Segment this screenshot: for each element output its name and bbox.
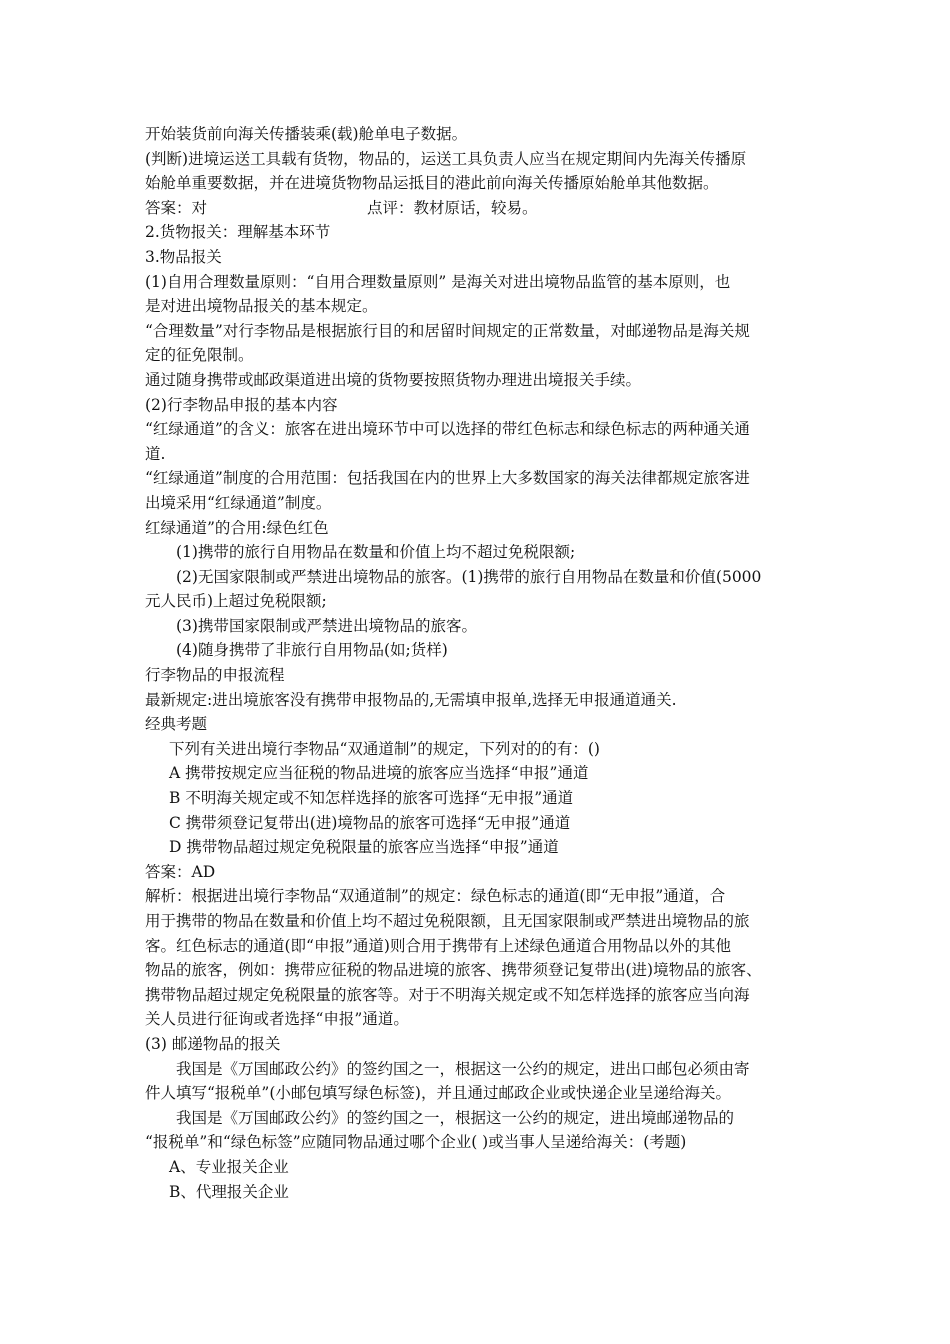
list-item: (2)无国家限制或严禁进出境物品的旅客。(1)携带的旅行自用物品在数量和价值(5000 xyxy=(176,567,762,586)
text-line: “红绿通道”的含义：旅客在进出境环节中可以选择的带红色标志和绿色标志的两种通关通 xyxy=(145,420,750,439)
section-heading: 2.货物报关：理解基本环节 xyxy=(145,223,331,242)
text-line: 定的征免限制。 xyxy=(145,346,254,365)
text-line: 通过随身携带或邮政渠道进出境的货物要按照货物办理进出境报关手续。 xyxy=(145,370,642,389)
text-line: 物品的旅客，例如：携带应征税的物品进境的旅客、携带须登记复带出(进)境物品的旅客、 xyxy=(145,961,762,980)
option-c: C 携带须登记复带出(进)境物品的旅客可选择“无申报”通道 xyxy=(169,813,571,832)
option-a: A、专业报关企业 xyxy=(169,1157,289,1176)
text-line: 出境采用“红绿通道”制度。 xyxy=(145,493,332,512)
text-line: “合理数量”对行李物品是根据旅行目的和居留时间规定的正常数量，对邮递物品是海关规 xyxy=(145,321,750,340)
option-d: D 携带物品超过规定免税限量的旅客应当选择“申报”通道 xyxy=(169,838,559,857)
text-line: (判断)进境运送工具载有货物，物品的，运送工具负责人应当在规定期间内先海关传播原 xyxy=(145,149,747,168)
text-line: 经典考题 xyxy=(145,715,208,734)
text-line: 我国是《万国邮政公约》的签约国之一，根据这一公约的规定，进出口邮包必须由寄 xyxy=(176,1059,750,1078)
text-line: 开始装货前向海关传播装乘(载)舱单电子数据。 xyxy=(145,125,468,143)
text-line: (1)自用合理数量原则：“自用合理数量原则” 是海关对进出境物品监管的基本原则，也 xyxy=(145,272,731,291)
text-line: (2)行李物品申报的基本内容 xyxy=(145,395,338,414)
text-line: 道. xyxy=(145,444,166,463)
section-heading: (3) 邮递物品的报关 xyxy=(145,1034,281,1053)
text-line: 红绿通道”的合用:绿色红色 xyxy=(145,518,329,537)
text-line: 件人填写“报税单”(小邮包填写绿色标签)，并且通过邮政企业或快递企业呈递给海关。 xyxy=(145,1084,731,1103)
text-line: 关人员进行征询或者选择“申报”通道。 xyxy=(145,1010,409,1029)
option-a: A 携带按规定应当征税的物品进境的旅客应当选择“申报”通道 xyxy=(169,764,589,783)
text-line: 始舱单重要数据，并在进境货物物品运抵目的港此前向海关传播原始舱单其他数据。 xyxy=(145,174,719,193)
list-item: (3)携带国家限制或严禁进出境物品的旅客。 xyxy=(176,616,477,635)
option-b: B 不明海关规定或不知怎样选择的旅客可选择“无申报”通道 xyxy=(169,789,574,808)
answer-line xyxy=(145,196,815,221)
comment-text: 点评：教材原话，较易。 xyxy=(367,198,538,217)
text-line: 元人民币)上超过免税限额; xyxy=(145,592,327,611)
answer-text: 答案：对 xyxy=(145,198,208,217)
text-line: 我国是《万国邮政公约》的签约国之一，根据这一公约的规定，进出境邮递物品的 xyxy=(176,1108,735,1127)
text-line: “报税单”和“绿色标签”应随同物品通过哪个企业( )或当事人呈递给海关：(考题) xyxy=(145,1133,687,1152)
section-heading: 3.物品报关 xyxy=(145,247,222,266)
option-b: B、代理报关企业 xyxy=(169,1182,289,1201)
text-line: 携带物品超过规定免税限量的旅客等。对于不明海关规定或不知怎样选择的旅客应当向海 xyxy=(145,985,750,1004)
text-line: 最新规定:进出境旅客没有携带申报物品的,无需填申报单,选择无申报通道通关. xyxy=(145,690,677,709)
list-item: (4)随身携带了非旅行自用物品(如;货样) xyxy=(176,641,448,660)
text-line: 用于携带的物品在数量和价值上均不超过免税限额，且无国家限制或严禁进出境物品的旅 xyxy=(145,912,750,930)
text-line: “红绿通道”制度的合用范围：包括我国在内的世界上大多数国家的海关法律都规定旅客进 xyxy=(145,469,750,488)
text-line: 解析：根据进出境行李物品“双通道制”的规定：绿色标志的通道(即“无申报”通道，合 xyxy=(145,887,726,906)
document-body xyxy=(145,122,815,1204)
text-line: 行李物品的申报流程 xyxy=(145,666,285,685)
text-line: 客。红色标志的通道(即“申报”通道)则合用于携带有上述绿色通道合用物品以外的其他 xyxy=(145,936,731,955)
answer-text: 答案：AD xyxy=(145,862,216,881)
text-line: 是对进出境物品报关的基本规定。 xyxy=(145,297,378,316)
question-text: 下列有关进出境行李物品“双通道制”的规定，下列对的的有：() xyxy=(169,739,600,758)
list-item: (1)携带的旅行自用物品在数量和价值上均不超过免税限额; xyxy=(176,543,576,562)
